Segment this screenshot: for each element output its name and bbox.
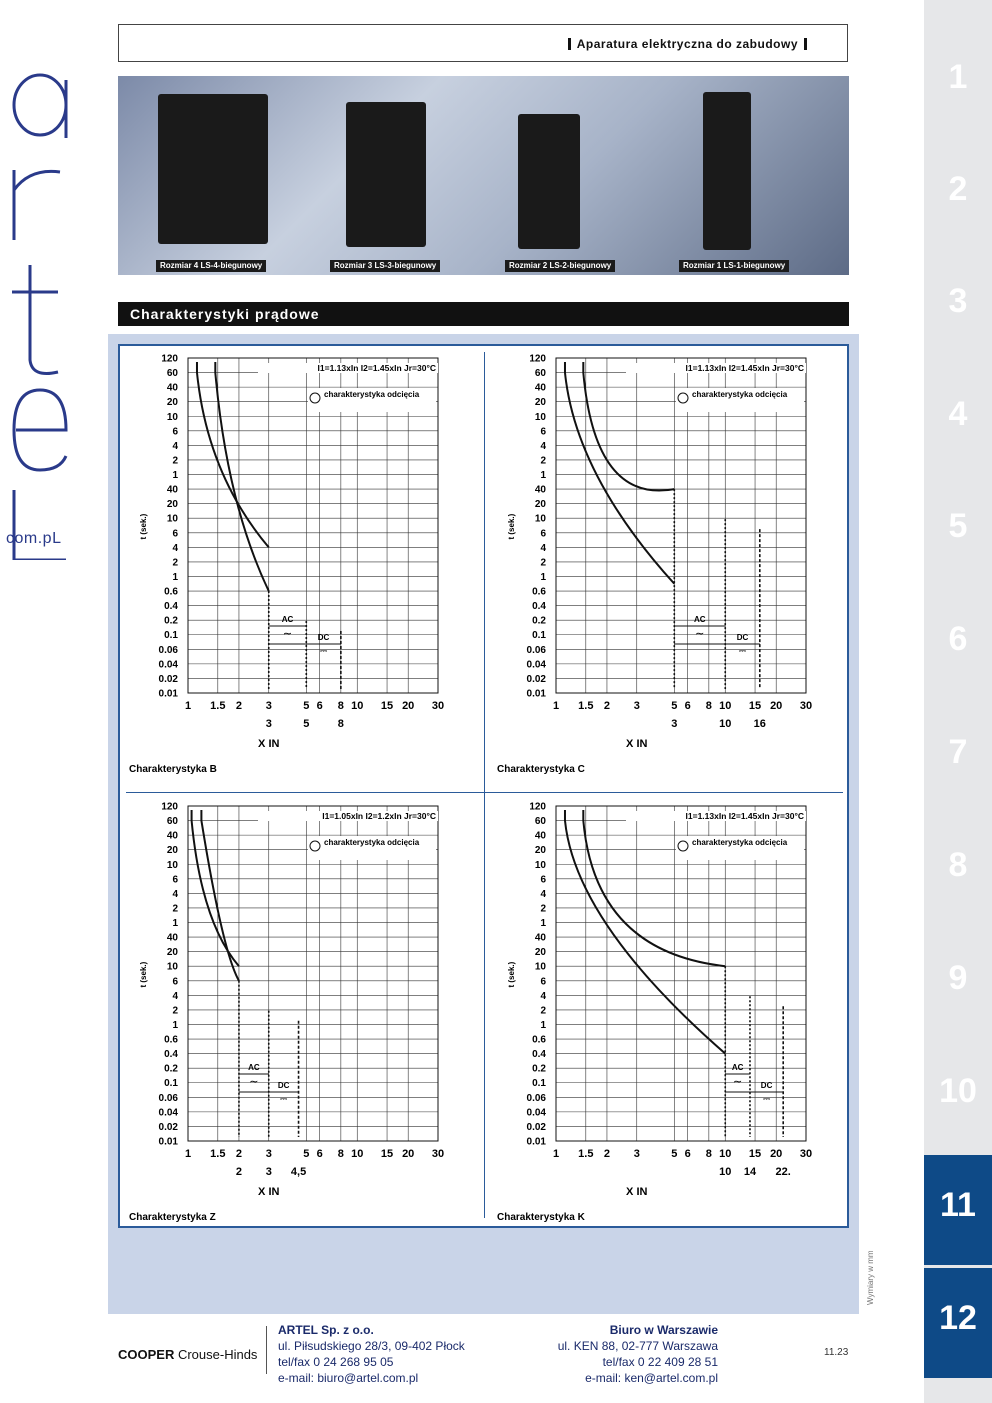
trip-curve-upper xyxy=(583,362,674,491)
tab-11[interactable]: 11 xyxy=(924,1155,992,1265)
threshold-label: 14 xyxy=(743,1166,757,1178)
y-tick-label: 2 xyxy=(540,455,546,467)
x-tick-label: 10 xyxy=(719,1148,732,1160)
y-tick-label: 0.06 xyxy=(158,644,178,656)
y-tick-label: 6 xyxy=(540,874,546,886)
x-axis-label: X IN xyxy=(258,738,280,750)
y-tick-label: 120 xyxy=(529,353,546,365)
y-tick-label: 0.2 xyxy=(532,615,546,627)
x-tick-label: 1.5 xyxy=(578,1148,594,1160)
legend-label: charakterystyka odcięcia xyxy=(324,390,420,399)
x-tick-label: 2 xyxy=(603,1148,611,1160)
y-tick-label: 0.4 xyxy=(164,601,178,613)
tab-8[interactable]: 8 xyxy=(948,846,968,884)
y-tick-label: 20 xyxy=(534,947,546,959)
ac-label: AC xyxy=(248,1063,260,1072)
y-tick-label: 40 xyxy=(166,382,178,394)
y-axis-label: t (sek.) xyxy=(507,961,516,988)
y-tick-label: 2 xyxy=(540,903,546,915)
y-tick-label: 6 xyxy=(172,426,178,438)
y-tick-label: 2 xyxy=(540,1005,546,1017)
chart-caption: Charakterystyka K xyxy=(497,1212,585,1223)
threshold-label: 3 xyxy=(671,718,678,730)
chart-caption: Charakterystyka Z xyxy=(129,1212,216,1223)
y-tick-label: 0.1 xyxy=(532,630,546,642)
footer-divider xyxy=(266,1326,267,1374)
ac-label: AC xyxy=(731,1063,744,1072)
y-tick-label: 60 xyxy=(534,368,546,380)
y-tick-label: 0.04 xyxy=(158,1107,178,1119)
trip-curve-upper xyxy=(583,810,725,966)
y-tick-label: 1 xyxy=(540,571,546,583)
company-address: ul. Piłsudskiego 28/3, 09-402 Płock xyxy=(278,1339,465,1353)
company-name: ARTEL Sp. z o.o. xyxy=(278,1323,374,1337)
y-tick-label: 20 xyxy=(166,397,178,409)
y-tick-label: 60 xyxy=(166,816,178,828)
chapter-tabs xyxy=(924,0,992,1403)
office-phone: tel/fax 0 22 409 28 51 xyxy=(602,1355,718,1369)
company-phone: tel/fax 0 24 268 95 05 xyxy=(278,1355,394,1369)
y-tick-label: 6 xyxy=(172,976,178,988)
header-box xyxy=(118,24,848,62)
formula-text: I1=1.13xIn I2=1.45xIn Jr=30°C xyxy=(685,811,804,821)
x-tick-label: 20 xyxy=(770,700,783,712)
x-tick-label: 20 xyxy=(402,1148,415,1160)
ac-label: AC xyxy=(281,615,294,624)
legend-label: charakterystyka odcięcia xyxy=(324,838,420,847)
y-tick-label: 6 xyxy=(540,528,546,540)
x-tick-label: 6 xyxy=(684,1148,691,1160)
y-tick-label: 0.2 xyxy=(164,1063,178,1075)
office-name: Biuro w Warszawie xyxy=(609,1323,718,1337)
x-tick-label: 1.5 xyxy=(578,700,594,712)
y-tick-label: 40 xyxy=(166,932,178,944)
chart-1 xyxy=(129,354,444,776)
chart-frame xyxy=(118,344,849,1228)
artel-logo xyxy=(0,60,80,560)
x-tick-label: 6 xyxy=(316,1148,323,1160)
office-address: ul. KEN 88, 02-777 Warszawa xyxy=(557,1339,718,1353)
dc-symbol: ⎓ xyxy=(762,1095,771,1105)
y-tick-label: 20 xyxy=(534,499,546,511)
x-tick-label: 3 xyxy=(633,700,640,712)
tab-5[interactable]: 5 xyxy=(948,507,968,545)
y-tick-label: 0.02 xyxy=(158,673,178,685)
breaker-4p-image xyxy=(158,94,268,244)
y-tick-label: 6 xyxy=(172,874,178,886)
x-tick-label: 3 xyxy=(265,700,272,712)
office-email[interactable]: e-mail: ken@artel.com.pl xyxy=(585,1371,718,1385)
y-tick-label: 4 xyxy=(540,888,546,900)
chart-2 xyxy=(497,354,812,776)
y-tick-label: 0.01 xyxy=(158,1136,178,1148)
y-tick-label: 0.06 xyxy=(526,1092,546,1104)
tab-12[interactable]: 12 xyxy=(924,1268,992,1378)
x-tick-label: 15 xyxy=(380,700,394,712)
y-tick-label: 20 xyxy=(166,947,178,959)
y-tick-label: 0.04 xyxy=(526,659,546,671)
trip-curve-lower xyxy=(565,362,674,584)
y-tick-label: 0.6 xyxy=(532,586,546,598)
y-tick-label: 0.04 xyxy=(526,1107,546,1119)
tab-2[interactable]: 2 xyxy=(948,170,968,208)
x-tick-label: 2 xyxy=(235,1148,243,1160)
threshold-label: 4,5 xyxy=(290,1166,307,1178)
company-email[interactable]: e-mail: biuro@artel.com.pl xyxy=(278,1371,419,1385)
x-tick-label: 15 xyxy=(380,1148,394,1160)
y-tick-label: 0.6 xyxy=(164,586,178,598)
x-tick-label: 15 xyxy=(748,700,762,712)
y-tick-label: 0.4 xyxy=(532,601,546,613)
threshold-label: 16 xyxy=(753,718,766,730)
y-tick-label: 2 xyxy=(172,1005,178,1017)
x-tick-label: 5 xyxy=(671,700,678,712)
x-tick-label: 3 xyxy=(265,1148,272,1160)
y-tick-label: 120 xyxy=(529,801,546,813)
y-tick-label: 6 xyxy=(172,528,178,540)
y-tick-label: 1 xyxy=(172,1019,178,1031)
x-tick-label: 8 xyxy=(705,1148,712,1160)
x-tick-label: 1 xyxy=(184,700,192,712)
y-tick-label: 10 xyxy=(166,961,178,973)
y-tick-label: 10 xyxy=(534,411,546,423)
x-tick-label: 1.5 xyxy=(210,1148,226,1160)
y-tick-label: 0.2 xyxy=(164,615,178,627)
y-tick-label: 0.4 xyxy=(532,1049,546,1061)
dc-symbol: ⎓ xyxy=(280,1095,288,1105)
x-tick-label: 30 xyxy=(799,700,813,712)
x-tick-label: 10 xyxy=(719,700,732,712)
y-tick-label: 2 xyxy=(540,557,546,569)
dc-label: DC xyxy=(736,633,749,642)
y-tick-label: 120 xyxy=(161,353,178,365)
y-axis-label: t (sek.) xyxy=(507,513,516,540)
y-tick-label: 2 xyxy=(172,557,178,569)
y-tick-label: 20 xyxy=(534,397,546,409)
legend-label: charakterystyka odcięcia xyxy=(692,838,788,847)
brand-domain: com.pL xyxy=(6,530,62,547)
tab-10[interactable]: 10 xyxy=(939,1072,977,1110)
y-tick-label: 0.4 xyxy=(164,1049,178,1061)
x-tick-label: 2 xyxy=(603,700,611,712)
x-tick-label: 8 xyxy=(337,1148,344,1160)
y-tick-label: 0.02 xyxy=(158,1121,178,1133)
tab-3[interactable]: 3 xyxy=(948,282,968,320)
ac-label: AC xyxy=(693,615,706,624)
y-tick-label: 10 xyxy=(166,859,178,871)
y-tick-label: 0.02 xyxy=(526,673,546,685)
cooper-logo-a: COOPER xyxy=(118,1347,175,1362)
tab-1[interactable]: 1 xyxy=(948,58,968,96)
y-tick-label: 1 xyxy=(540,470,546,482)
y-tick-label: 0.1 xyxy=(164,1078,178,1090)
x-tick-label: 6 xyxy=(316,700,323,712)
y-tick-label: 4 xyxy=(172,888,178,900)
chart-4 xyxy=(497,802,812,1224)
x-tick-label: 3 xyxy=(633,1148,640,1160)
legend-marker xyxy=(310,841,320,851)
x-tick-label: 20 xyxy=(402,700,415,712)
trip-curve-upper xyxy=(201,810,239,981)
legend-label: charakterystyka odcięcia xyxy=(692,390,788,399)
x-tick-label: 10 xyxy=(351,1148,364,1160)
formula-text: I1=1.13xIn I2=1.45xIn Jr=30°C xyxy=(685,363,804,373)
y-tick-label: 0.02 xyxy=(526,1121,546,1133)
y-tick-label: 10 xyxy=(166,513,178,525)
tab-4[interactable]: 4 xyxy=(948,395,968,433)
y-tick-label: 0.01 xyxy=(526,688,546,700)
page-title: Aparatura elektryczna do zabudowy xyxy=(562,37,813,51)
y-tick-label: 0.1 xyxy=(164,630,178,642)
x-tick-label: 1 xyxy=(184,1148,192,1160)
footer-office xyxy=(558,1322,718,1386)
y-tick-label: 2 xyxy=(172,455,178,467)
x-axis-label: X IN xyxy=(626,738,648,750)
y-tick-label: 0.01 xyxy=(158,688,178,700)
y-tick-label: 1 xyxy=(172,470,178,482)
y-tick-label: 40 xyxy=(534,932,546,944)
y-tick-label: 0.04 xyxy=(158,659,178,671)
threshold-label: 3 xyxy=(265,718,272,730)
legend-marker xyxy=(678,393,688,403)
y-axis-label: t (sek.) xyxy=(139,513,148,540)
y-tick-label: 20 xyxy=(534,845,546,857)
y-tick-label: 40 xyxy=(534,382,546,394)
y-tick-label: 0.2 xyxy=(532,1063,546,1075)
y-tick-label: 40 xyxy=(534,830,546,842)
x-tick-label: 30 xyxy=(431,700,445,712)
x-tick-label: 30 xyxy=(799,1148,813,1160)
trip-curve-lower xyxy=(197,362,269,547)
y-tick-label: 10 xyxy=(534,961,546,973)
x-tick-label: 10 xyxy=(351,700,364,712)
breaker-2p-image xyxy=(518,114,580,249)
y-tick-label: 0.6 xyxy=(532,1034,546,1046)
y-tick-label: 40 xyxy=(534,484,546,496)
y-tick-label: 20 xyxy=(166,845,178,857)
x-tick-label: 6 xyxy=(684,700,691,712)
y-tick-label: 60 xyxy=(166,368,178,380)
y-tick-label: 0.6 xyxy=(164,1034,178,1046)
x-tick-label: 1.5 xyxy=(210,700,226,712)
breaker-1p-image xyxy=(703,92,751,250)
dc-symbol: ⎓ xyxy=(319,647,328,657)
x-tick-label: 15 xyxy=(748,1148,762,1160)
tab-7[interactable]: 7 xyxy=(948,733,968,771)
threshold-label: 2 xyxy=(235,1166,243,1178)
trip-curve-lower xyxy=(192,810,239,966)
dc-label: DC xyxy=(317,633,330,642)
x-tick-label: 30 xyxy=(431,1148,445,1160)
x-tick-label: 5 xyxy=(303,1148,310,1160)
y-tick-label: 10 xyxy=(534,859,546,871)
y-tick-label: 4 xyxy=(172,542,178,554)
chart-caption: Charakterystyka B xyxy=(129,764,217,775)
threshold-label: 10 xyxy=(719,718,732,730)
legend-marker xyxy=(310,393,320,403)
y-tick-label: 1 xyxy=(172,918,178,930)
y-tick-label: 4 xyxy=(172,990,178,1002)
y-tick-label: 1 xyxy=(540,1019,546,1031)
y-tick-label: 4 xyxy=(172,440,178,452)
x-tick-label: 8 xyxy=(705,700,712,712)
x-axis-label: X IN xyxy=(258,1186,280,1198)
x-tick-label: 1 xyxy=(552,1148,560,1160)
banner-caption-3: Rozmiar 3 LS-3-biegunowy xyxy=(330,260,440,272)
x-tick-label: 8 xyxy=(337,700,344,712)
cooper-logo-b: Crouse-Hinds xyxy=(174,1347,258,1362)
x-tick-label: 20 xyxy=(770,1148,783,1160)
breaker-3p-image xyxy=(346,102,426,247)
threshold-label: 5 xyxy=(303,718,310,730)
x-tick-label: 1 xyxy=(552,700,560,712)
trip-curves-svg xyxy=(120,346,847,1226)
x-tick-label: 2 xyxy=(235,700,243,712)
dc-label: DC xyxy=(277,1081,290,1090)
dc-symbol: ⎓ xyxy=(738,647,747,657)
y-axis-label: t (sek.) xyxy=(139,961,148,988)
threshold-label: 10 xyxy=(719,1166,732,1178)
ac-symbol: ∼ xyxy=(695,627,705,640)
y-tick-label: 0.06 xyxy=(158,1092,178,1104)
y-tick-label: 4 xyxy=(540,440,546,452)
x-tick-label: 5 xyxy=(303,700,310,712)
footer-company xyxy=(278,1322,465,1386)
formula-text: I1=1.13xIn I2=1.45xIn Jr=30°C xyxy=(317,363,436,373)
y-tick-label: 0.06 xyxy=(526,644,546,656)
y-tick-label: 10 xyxy=(166,411,178,423)
x-tick-label: 5 xyxy=(671,1148,678,1160)
dc-label: DC xyxy=(760,1081,773,1090)
y-tick-label: 1 xyxy=(172,571,178,583)
threshold-label: 8 xyxy=(337,718,344,730)
y-tick-label: 0.1 xyxy=(532,1078,546,1090)
ac-symbol: ∼ xyxy=(249,1075,259,1088)
threshold-label: 3 xyxy=(265,1166,272,1178)
threshold-label: 22. xyxy=(775,1166,791,1178)
banner-caption-1: Rozmiar 1 LS-1-biegunowy xyxy=(679,260,789,272)
chart-3 xyxy=(129,802,444,1224)
legend-marker xyxy=(678,841,688,851)
ac-symbol: ∼ xyxy=(282,627,293,640)
page-number: 11.23 xyxy=(824,1347,849,1358)
tab-9[interactable]: 9 xyxy=(948,959,968,997)
ac-symbol: ∼ xyxy=(733,1075,743,1088)
section-title: Charakterystyki prądowe xyxy=(118,302,849,326)
x-axis-label: X IN xyxy=(626,1186,648,1198)
banner-caption-4: Rozmiar 4 LS-4-biegunowy xyxy=(156,260,266,272)
formula-text: I1=1.05xIn I2=1.2xIn Jr=30°C xyxy=(322,811,436,821)
y-tick-label: 40 xyxy=(166,484,178,496)
y-tick-label: 1 xyxy=(540,918,546,930)
y-tick-label: 4 xyxy=(540,990,546,1002)
y-tick-label: 60 xyxy=(534,816,546,828)
product-banner xyxy=(118,76,849,275)
y-tick-label: 40 xyxy=(166,830,178,842)
cooper-logo xyxy=(118,1347,257,1362)
y-tick-label: 120 xyxy=(161,801,178,813)
y-tick-label: 4 xyxy=(540,542,546,554)
y-tick-label: 20 xyxy=(166,499,178,511)
y-tick-label: 6 xyxy=(540,976,546,988)
banner-caption-2: Rozmiar 2 LS-2-biegunowy xyxy=(505,260,615,272)
y-tick-label: 0.01 xyxy=(526,1136,546,1148)
y-tick-label: 6 xyxy=(540,426,546,438)
y-tick-label: 10 xyxy=(534,513,546,525)
y-tick-label: 2 xyxy=(172,903,178,915)
tab-6[interactable]: 6 xyxy=(948,620,968,658)
chart-caption: Charakterystyka C xyxy=(497,764,585,775)
dimensions-note: Wymiary w mm xyxy=(866,1250,875,1305)
